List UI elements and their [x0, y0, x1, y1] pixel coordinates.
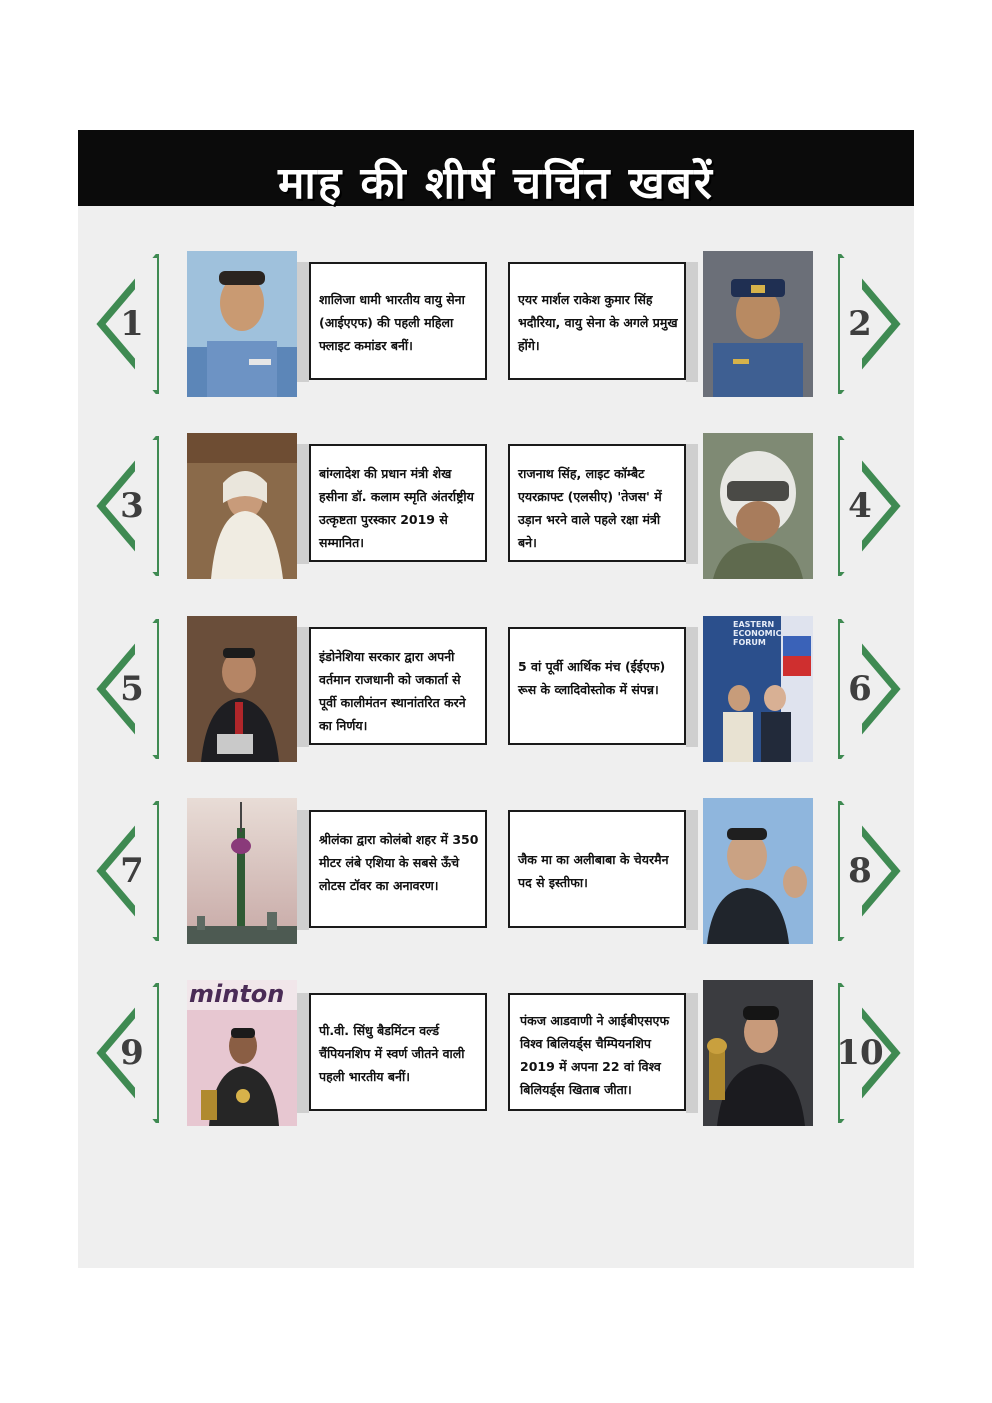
photo-caption: minton [189, 980, 285, 1008]
news-text: पंकज आडवाणी ने आईबीएसएफ विश्व बिलियर्ड्स चैम्पियनशिप 2019 में अपना 22 वां विश्व बिलियर्ड्स खिताब जीता। [508, 993, 686, 1111]
indonesian-president-photo [187, 616, 297, 762]
item-number: 4 [848, 486, 872, 526]
item-number: 1 [120, 304, 144, 344]
pilot-helmet-photo [703, 433, 813, 579]
news-text: राजनाथ सिंह, लाइट कॉम्बैट एयरक्राफ्ट (एलसीए) 'तेजस' में उड़ान भरने वाले पहले रक्षा मंत्री बने। [508, 444, 686, 562]
woman-air-force-officer-photo [187, 251, 297, 397]
pv-sindhu-photo [187, 980, 297, 1126]
news-text: जैक मा का अलीबाबा के चेयरमैन पद से इस्तीफा। [508, 810, 686, 928]
news-text: इंडोनेशिया सरकार द्वारा अपनी वर्तमान राजधानी को जकार्ता से पूर्वी कालीमंतन स्थानांतरित करने का निर्णय। [309, 627, 487, 745]
item-number: 7 [120, 851, 144, 891]
news-text: पी.वी. सिंधु बैडमिंटन वर्ल्ड चैंपियनशिप में स्वर्ण जीतने वाली पहली भारतीय बनीं। [309, 993, 487, 1111]
sheikh-hasina-photo [187, 433, 297, 579]
lotus-tower-photo [187, 798, 297, 944]
item-number: 2 [848, 304, 872, 344]
photo-caption: EASTERN ECONOMIC FORUM [733, 620, 782, 647]
item-number: 8 [848, 851, 872, 891]
page-header [78, 130, 914, 209]
news-text: एयर मार्शल राकेश कुमार सिंह भदौरिया, वायु सेना के अगले प्रमुख होंगे। [508, 262, 686, 380]
news-text: 5 वां पूर्वी आर्थिक मंच (ईईएफ) रूस के व्लादिवोस्तोक में संपन्न। [508, 627, 686, 745]
item-number: 9 [120, 1033, 144, 1073]
page-title: माह की शीर्ष चर्चित खबरें [278, 158, 714, 209]
item-number: 6 [848, 669, 872, 709]
news-text: शालिजा धामी भारतीय वायु सेना (आईएएफ) की पहली महिला फ्लाइट कमांडर बनीं। [309, 262, 487, 380]
news-text: श्रीलंका द्वारा कोलंबो शहर में 350 मीटर लंबे एशिया के सबसे ऊँचे लोटस टॉवर का अनावरण। [309, 810, 487, 928]
item-number: 10 [836, 1033, 884, 1073]
item-number: 5 [120, 669, 144, 709]
news-text: बांग्लादेश की प्रधान मंत्री शेख हसीना डॉ. कलाम स्मृति अंतर्राष्ट्रीय उत्कृष्टता पुरस्कार 2019 से सम्मानित। [309, 444, 487, 562]
jack-ma-photo [703, 798, 813, 944]
air-marshal-photo [703, 251, 813, 397]
pankaj-advani-photo [703, 980, 813, 1126]
item-number: 3 [120, 486, 144, 526]
eastern-economic-forum-photo [703, 616, 813, 762]
